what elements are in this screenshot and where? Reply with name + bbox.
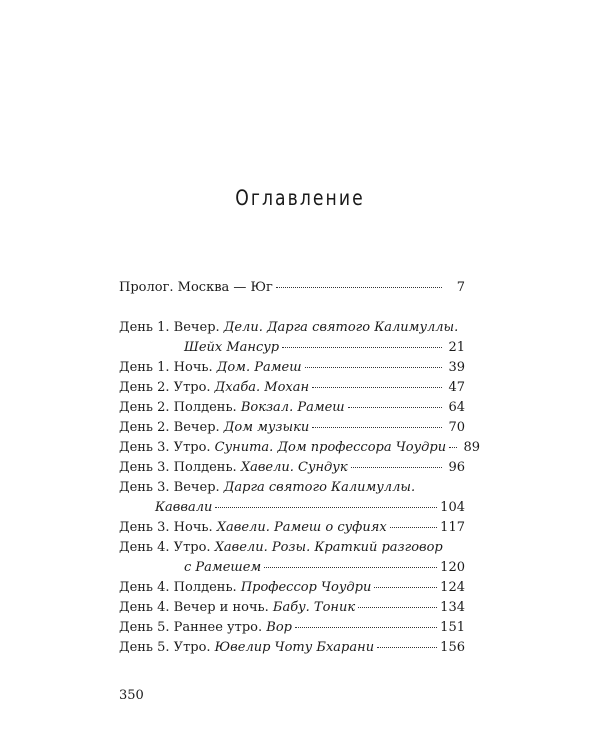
toc-entry — [119, 418, 465, 438]
toc-entry-time: День 3. Полдень. — [119, 460, 241, 475]
toc-entry — [119, 438, 481, 458]
toc-page-number: 21 — [448, 340, 465, 355]
toc-entry-title: Дхаба. Мохан — [214, 380, 310, 395]
toc-entry-title: Сунита. Дом профессора Чоудри — [214, 440, 447, 455]
toc-entry-title: Дарга святого Калимуллы. — [223, 480, 416, 495]
toc-page-number: 89 — [463, 440, 481, 455]
dot-leader — [374, 586, 437, 588]
toc-entry-title: Профессор Чоудри — [240, 580, 372, 595]
dot-leader — [449, 446, 457, 448]
toc-entry-prologue — [119, 278, 465, 298]
toc-page-number: 151 — [440, 620, 465, 635]
dot-leader — [348, 406, 442, 408]
toc-page-number: 104 — [440, 500, 465, 515]
toc-entries — [119, 318, 481, 658]
toc-entry-label — [119, 398, 345, 418]
page-number: 350 — [119, 688, 144, 703]
toc-page-number: 120 — [440, 560, 465, 575]
toc-entry-label — [119, 418, 309, 438]
table-of-contents — [119, 278, 481, 658]
toc-entry-label — [119, 518, 387, 538]
dot-leader — [282, 346, 442, 348]
toc-entry — [119, 618, 465, 638]
toc-entry-title: Ювелир Чоту Бхарани — [214, 640, 375, 655]
toc-entry — [119, 358, 465, 378]
toc-entry-time: День 1. Вечер. — [119, 320, 224, 335]
toc-entry-time: День 1. Ночь. — [119, 360, 217, 375]
toc-entry-title: Дели. Дарга святого Калимуллы. — [223, 320, 459, 335]
toc-entry-label — [119, 318, 458, 338]
toc-entry-title: Хавели. Розы. Краткий разговор — [214, 540, 443, 555]
dot-leader — [295, 626, 437, 628]
toc-page-number: 156 — [440, 640, 465, 655]
dot-leader — [215, 506, 437, 508]
toc-entry-label: Пролог. Москва — Юг — [119, 280, 273, 295]
page-title: Оглавление — [235, 186, 365, 210]
toc-entry-time: День 3. Утро. — [119, 440, 215, 455]
toc-entry-time: День 4. Вечер и ночь. — [119, 600, 273, 615]
toc-entry-title-continued: Каввали — [155, 500, 213, 515]
toc-entry-title: Хавели. Сундук — [240, 460, 348, 475]
toc-entry-title: Хавели. Рамеш о суфиях — [216, 520, 387, 535]
dot-leader — [358, 606, 437, 608]
toc-entry-title: Вокзал. Рамеш — [240, 400, 345, 415]
toc-entry-label — [119, 458, 348, 478]
toc-entry — [119, 378, 465, 398]
toc-entry — [119, 638, 465, 658]
toc-entry — [119, 518, 465, 538]
toc-entry-label — [119, 578, 371, 598]
toc-page-number: 7 — [456, 280, 465, 295]
toc-entry-title: Бабу. Тоник — [272, 600, 356, 615]
toc-entry-title-continued: с Рамешем — [184, 560, 262, 575]
toc-entry — [119, 598, 465, 618]
toc-entry-label — [119, 598, 355, 618]
toc-page-number: 64 — [448, 400, 465, 415]
toc-entry — [119, 458, 465, 478]
dot-leader — [312, 426, 442, 428]
toc-entry — [119, 578, 465, 598]
toc-entry-title: Вор — [266, 620, 292, 635]
toc-page-number: 39 — [448, 360, 465, 375]
dot-leader — [264, 566, 437, 568]
toc-entry-title: Дом. Рамеш — [216, 360, 302, 375]
dot-leader — [377, 646, 437, 648]
toc-entry — [119, 398, 465, 418]
toc-page-number: 134 — [440, 600, 465, 615]
toc-page-number: 117 — [440, 520, 465, 535]
toc-entry — [119, 318, 465, 358]
toc-entry-label — [119, 358, 302, 378]
toc-entry-label — [119, 538, 443, 558]
toc-entry-time: День 5. Утро. — [119, 640, 215, 655]
toc-page-number: 47 — [448, 380, 465, 395]
dot-leader — [312, 386, 442, 388]
toc-entry-title: Дом музыки — [223, 420, 310, 435]
toc-entry-label — [119, 638, 374, 658]
toc-entry-time: День 4. Утро. — [119, 540, 215, 555]
toc-entry-time: День 4. Полдень. — [119, 580, 241, 595]
spacer — [119, 298, 465, 318]
toc-page-number: 96 — [448, 460, 465, 475]
toc-entry — [119, 538, 465, 578]
dot-leader — [305, 366, 442, 368]
dot-leader — [276, 286, 442, 288]
toc-entry-time: День 3. Ночь. — [119, 520, 217, 535]
toc-entry-time: День 3. Вечер. — [119, 480, 224, 495]
toc-entry-time: День 5. Раннее утро. — [119, 620, 267, 635]
toc-page-number: 70 — [448, 420, 465, 435]
toc-entry-time: День 2. Полдень. — [119, 400, 241, 415]
dot-leader — [390, 526, 438, 528]
toc-entry-time: День 2. Утро. — [119, 380, 215, 395]
dot-leader — [351, 466, 442, 468]
toc-entry-label — [119, 438, 446, 458]
toc-entry-label — [119, 378, 309, 398]
toc-entry — [119, 478, 465, 518]
toc-page-number: 124 — [440, 580, 465, 595]
toc-entry-label — [119, 478, 415, 498]
toc-entry-title-continued: Шейх Мансур — [184, 340, 280, 355]
toc-entry-time: День 2. Вечер. — [119, 420, 224, 435]
toc-entry-label — [119, 618, 292, 638]
